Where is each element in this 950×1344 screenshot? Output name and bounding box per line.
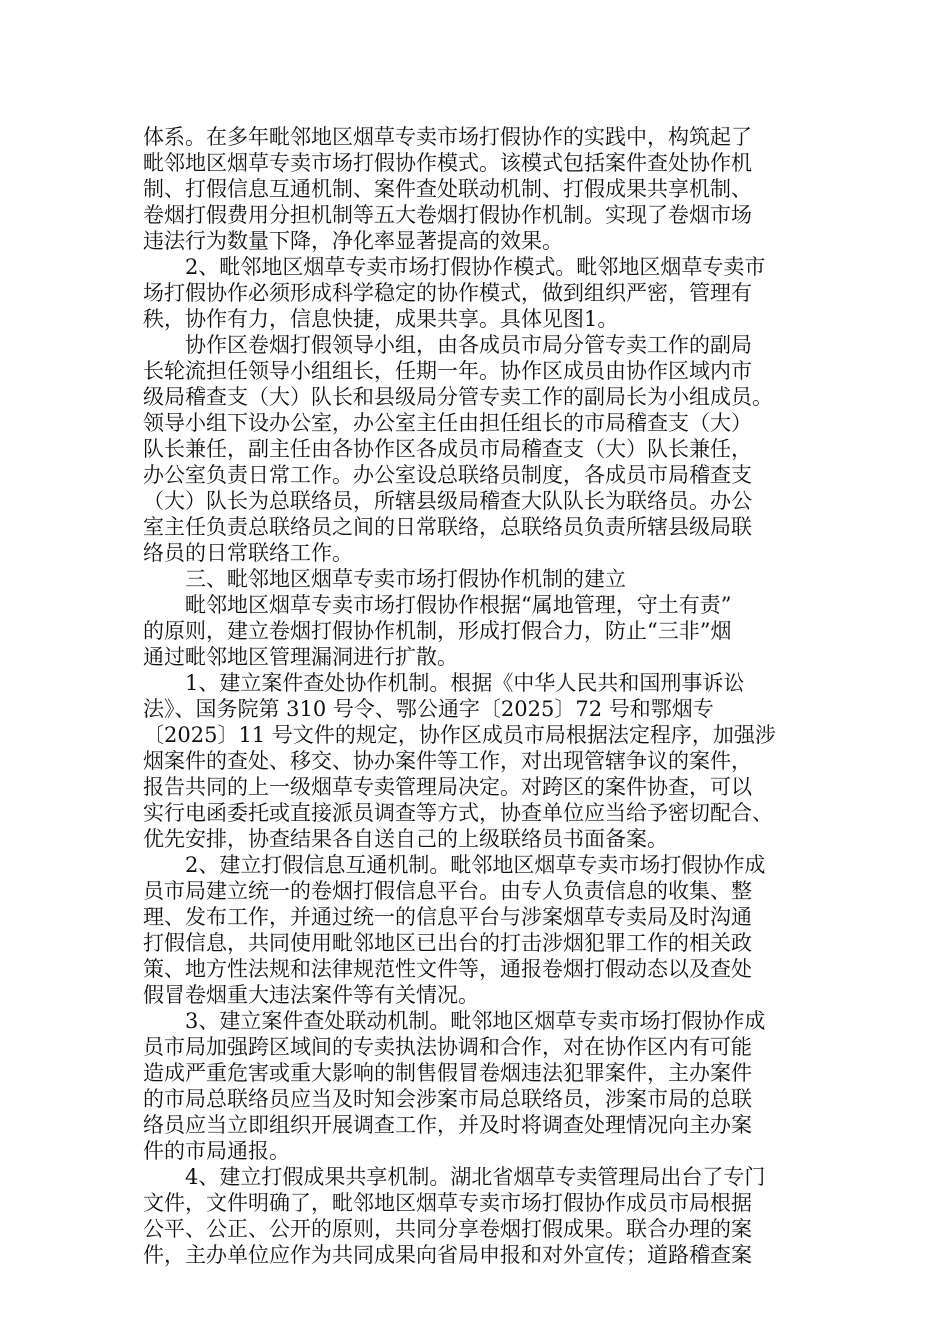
text-line: 件，主办单位应作为共同成果向省局申报和对外宣传；道路稽查案 [143,1243,752,1267]
text-line: 造成严重危害或重大影响的制售假冒卷烟违法犯罪案件，主办案件 [143,1061,752,1085]
text-line: 队长兼任，副主任由各协作区各成员市局稽查支（大）队长兼任， [143,437,752,461]
text-line: 制、打假信息互通机制、案件查处联动机制、打假成果共享机制、 [143,177,752,201]
text-line: 的市局总联络员应当及时知会涉案市局总联络员，涉案市局的总联 [143,1087,752,1111]
text-line: 毗邻地区烟草专卖市场打假协作模式。该模式包括案件查处协作机 [143,151,752,175]
text-line: 文件，文件明确了，毗邻地区烟草专卖市场打假协作成员市局根据 [143,1191,752,1215]
text-line: 通过毗邻地区管理漏洞进行扩散。 [143,645,458,669]
text-line: 策、地方性法规和法律规范性文件等，通报卷烟打假动态以及查处 [143,957,752,981]
text-line: 三、毗邻地区烟草专卖市场打假协作机制的建立 [143,567,626,591]
text-line: 4、建立打假成果共享机制。湖北省烟草专卖管理局出台了专门 [143,1165,766,1189]
text-line: 3、建立案件查处联动机制。毗邻地区烟草专卖市场打假协作成 [143,1009,766,1033]
text-line: 办公室负责日常工作。办公室设总联络员制度，各成员市局稽查支 [143,463,752,487]
text-line: 级局稽查支（大）队长和县级局分管专卖工作的副局长为小组成员。 [143,385,773,409]
body-text [143,124,808,1268]
text-line: 公平、公正、公开的原则，共同分享卷烟打假成果。联合办理的案 [143,1217,752,1241]
text-line: 理、发布工作，并通过统一的信息平台与涉案烟草专卖局及时沟通 [143,905,752,929]
text-line: 领导小组下设办公室，办公室主任由担任组长的市局稽查支（大） [143,411,752,435]
text-line: 假冒卷烟重大违法案件等有关情况。 [143,983,479,1007]
text-line: 法》、国务院第 310 号令、鄂公通字〔2025〕72 号和鄂烟专 [143,697,714,721]
text-line: 室主任负责总联络员之间的日常联络，总联络员负责所辖县级局联 [143,515,752,539]
text-line: 实行电函委托或直接派员调查等方式，协查单位应当给予密切配合、 [143,801,773,825]
text-line: 卷烟打假费用分担机制等五大卷烟打假协作机制。实现了卷烟市场 [143,203,752,227]
text-line: 2、建立打假信息互通机制。毗邻地区烟草专卖市场打假协作成 [143,853,766,877]
text-line: 1、建立案件查处协作机制。根据《中华人民共和国刑事诉讼 [143,671,745,695]
text-line: 长轮流担任领导小组组长，任期一年。协作区成员由协作区域内市 [143,359,752,383]
text-line: （大）队长为总联络员，所辖县级局稽查大队队长为联络员。办公 [143,489,752,513]
text-line: 2、毗邻地区烟草专卖市场打假协作模式。毗邻地区烟草专卖市 [143,255,766,279]
text-line: 秩，协作有力，信息快捷，成果共享。具体见图1。 [143,307,619,331]
document-page [143,124,808,1268]
text-line: 协作区卷烟打假领导小组，由各成员市局分管专卖工作的副局 [143,333,752,357]
text-line: 违法行为数量下降，净化率显著提高的效果。 [143,229,563,253]
text-line: 〔2025〕11 号文件的规定，协作区成员市局根据法定程序，加强涉 [143,723,776,747]
text-line: 件的市局通报。 [143,1139,290,1163]
text-line: 体系。在多年毗邻地区烟草专卖市场打假协作的实践中，构筑起了 [143,125,752,149]
text-line: 打假信息，共同使用毗邻地区已出台的打击涉烟犯罪工作的相关政 [143,931,752,955]
text-line: 烟案件的查处、移交、协办案件等工作，对出现管辖争议的案件， [143,749,752,773]
text-line: 优先安排，协查结果各自送自己的上级联络员书面备案。 [143,827,668,851]
text-line: 络员应当立即组织开展调查工作，并及时将调查处理情况向主办案 [143,1113,752,1137]
text-line: 员市局加强跨区域间的专卖执法协调和合作，对在协作区内有可能 [143,1035,752,1059]
text-line: 的原则，建立卷烟打假协作机制，形成打假合力，防止“三非”烟 [143,619,732,643]
text-line: 络员的日常联络工作。 [143,541,353,565]
text-line: 报告共同的上一级烟草专卖管理局决定。对跨区的案件协查，可以 [143,775,752,799]
text-line: 员市局建立统一的卷烟打假信息平台。由专人负责信息的收集、整 [143,879,752,903]
text-line: 场打假协作必须形成科学稳定的协作模式，做到组织严密，管理有 [143,281,752,305]
text-line: 毗邻地区烟草专卖市场打假协作根据“属地管理，守土有责” [143,593,732,617]
